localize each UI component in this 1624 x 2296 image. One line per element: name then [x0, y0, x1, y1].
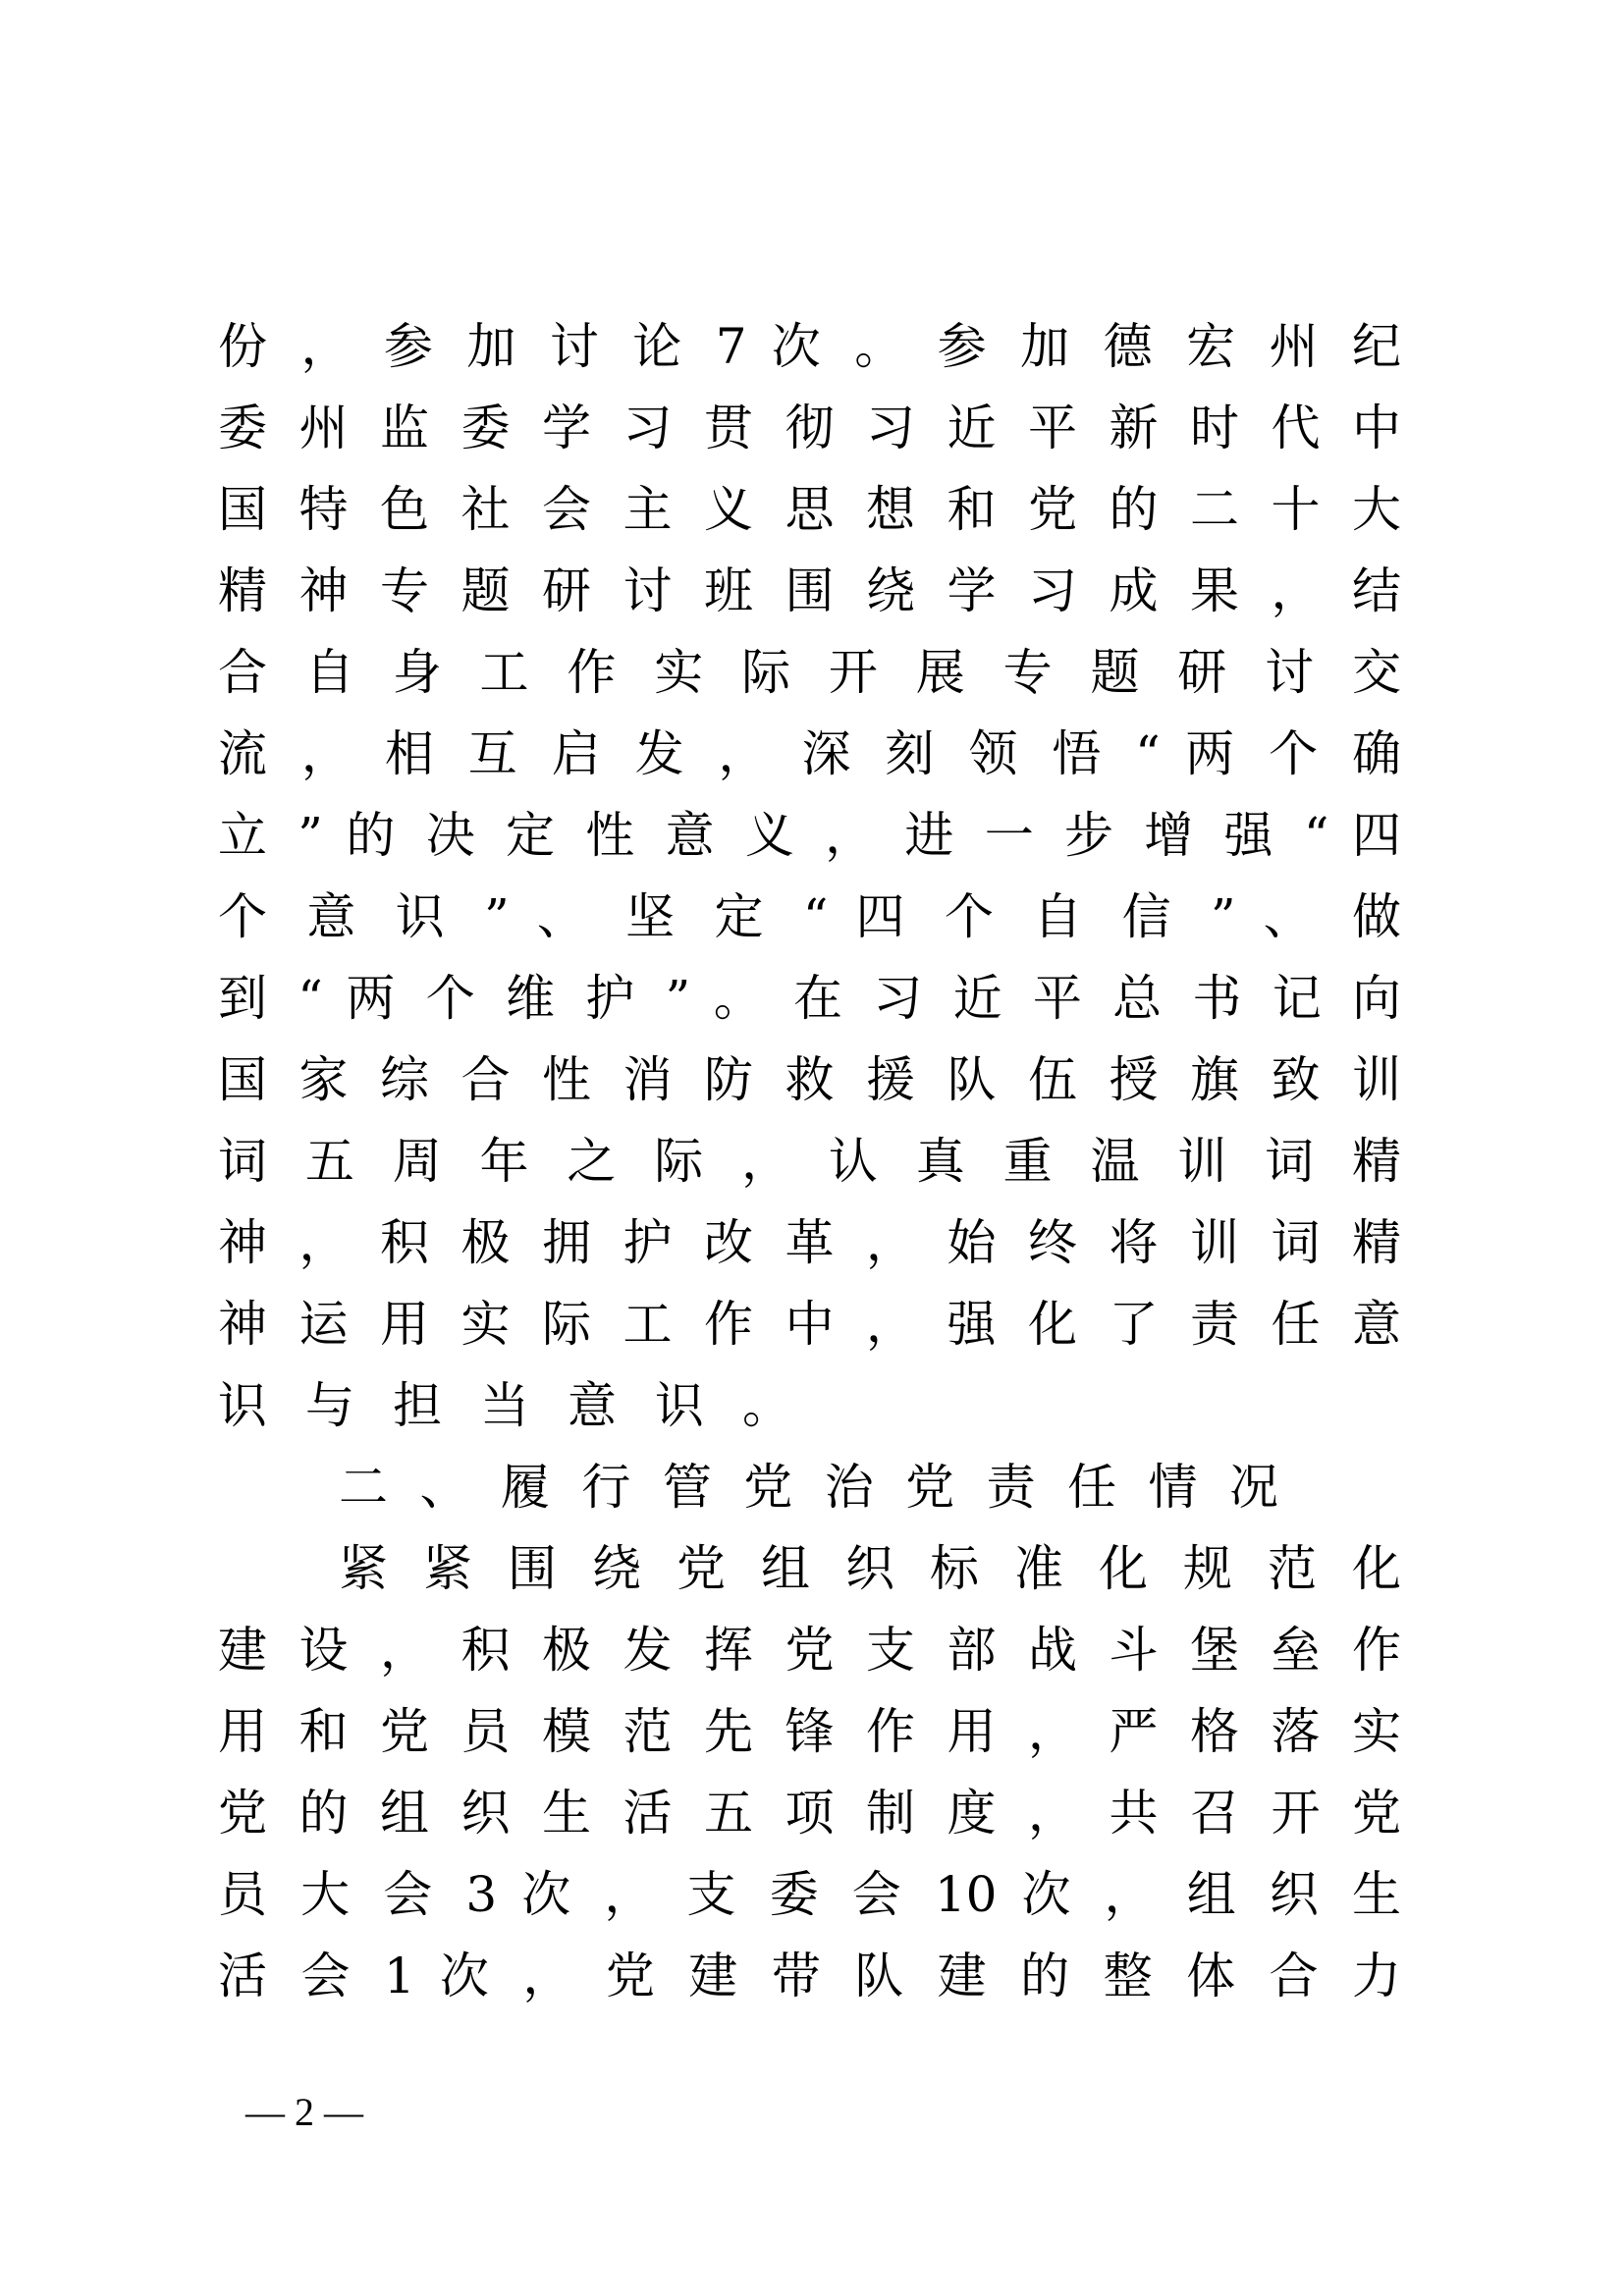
body-line-last: 识与担当意识。 [218, 1377, 830, 1434]
body-line: 词 五 周 年 之 际 ， 认 真 重 温 训 词 精 [218, 1133, 1401, 1190]
body-line: 立 ” 的 决 定 性 意 义 ， 进 一 步 增 强 “ 四 [218, 807, 1401, 864]
body-line: 份 ， 参 加 讨 论 7 次 。 参 加 德 宏 州 纪 [218, 318, 1401, 375]
paragraph-line: 员 大 会 3 次 ， 支 委 会 10 次 ， 组 织 生 [218, 1866, 1401, 1923]
body-line: 个 意 识 ” 、 坚 定 “ 四 个 自 信 ” 、 做 [218, 888, 1401, 945]
paragraph-line: 党 的 组 织 生 活 五 项 制 度 ， 共 召 开 党 [218, 1785, 1401, 1842]
body-line: 精 神 专 题 研 讨 班 围 绕 学 习 成 果 ， 结 [218, 562, 1401, 619]
body-line: 神 运 用 实 际 工 作 中 ， 强 化 了 责 任 意 [218, 1296, 1401, 1353]
body-line: 到 “ 两 个 维 护 ” 。 在 习 近 平 总 书 记 向 [218, 970, 1401, 1027]
body-line: 神 ， 积 极 拥 护 改 革 ， 始 终 将 训 词 精 [218, 1214, 1401, 1271]
page-number: — 2 — [245, 2090, 363, 2134]
section-heading: 二 、 履 行 管 党 治 党 责 任 情 况 [339, 1459, 1278, 1516]
body-line: 合 自 身 工 作 实 际 开 展 专 题 研 讨 交 [218, 644, 1401, 701]
body-line: 国 特 色 社 会 主 义 思 想 和 党 的 二 十 大 [218, 481, 1401, 538]
paragraph-line: 建 设 ， 积 极 发 挥 党 支 部 战 斗 堡 垒 作 [218, 1622, 1401, 1679]
body-line: 流 ， 相 互 启 发 ， 深 刻 领 悟 “ 两 个 确 [218, 725, 1401, 782]
body-line: 国 家 综 合 性 消 防 救 援 队 伍 授 旗 致 训 [218, 1051, 1401, 1108]
paragraph-line: 紧 紧 围 绕 党 组 织 标 准 化 规 范 化 [339, 1540, 1401, 1597]
paragraph-line: 活 会 1 次 ， 党 建 带 队 建 的 整 体 合 力 [218, 1948, 1401, 2004]
body-line: 委 州 监 委 学 习 贯 彻 习 近 平 新 时 代 中 [218, 400, 1401, 456]
paragraph-line: 用 和 党 员 模 范 先 锋 作 用 ， 严 格 落 实 [218, 1703, 1401, 1760]
